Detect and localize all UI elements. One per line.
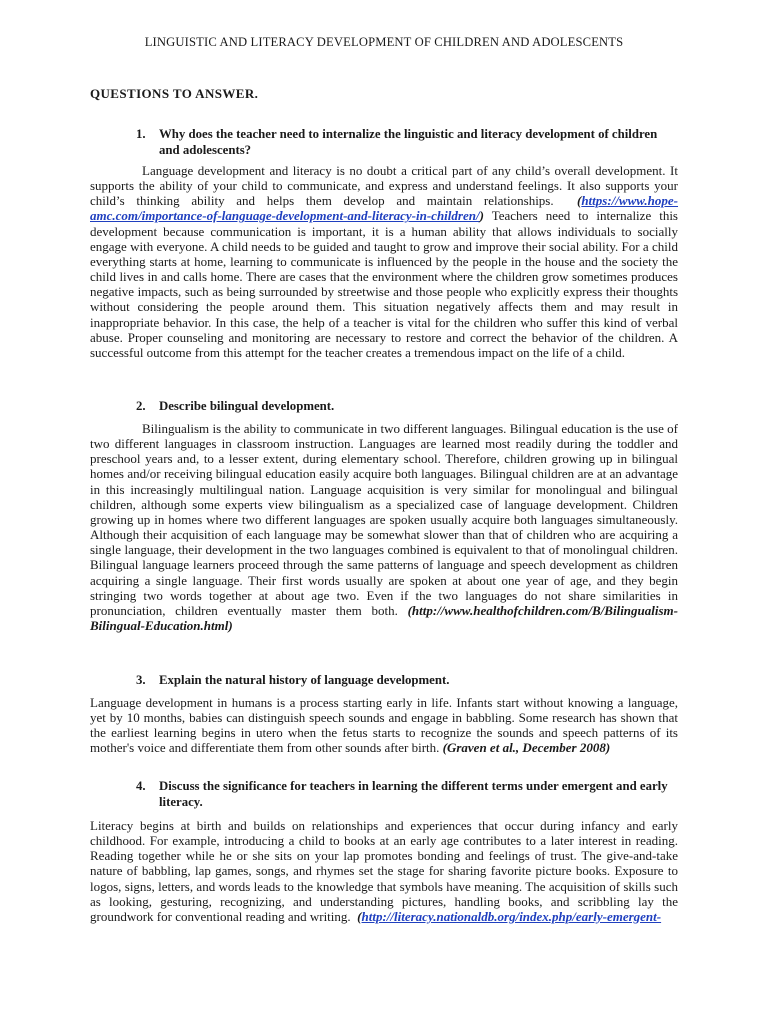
answer-3 xyxy=(90,695,678,756)
answer-4 xyxy=(90,818,678,924)
answer-text: Language development and literacy is no doubt a critical part of any child’s overall development. It supports the ability of your child to communicate, and express and understand feelings. It also supports your child’s thinking ability and helps them develop and maintain relationships. xyxy=(90,163,678,209)
answer-text: Bilingualism is the ability to communicate in two different languages. Bilingual education is the use of two different languages in classroom instruction. Languages are learned most readily during the toddler and preschool years and, to a lesser extent, during elementary school. Therefore, children growing up in bilingual homes and/or receiving bilingual education easily acquire both languages. Bilingual children are at an advantage in this increasingly multilingual nation. Language acquisition is very similar for monolingual and bilingual children, although some experts view bilingualism as a specialized case of language development. Children growing up in homes where two different languages are spoken usually acquire both languages simultaneously. Although their acquisition of each language may be somewhat slower than that of children who are acquiring a single language, their development in the two languages combined is equivalent to that of monolingual children. Bilingual language learners proceed through the same patterns of language and speech development as children acquiring a single language. Their first words usually are spoken at about one year of age, and they begin stringing two words together at about age two. Even if the two languages do not share similarities in pronunciation, children eventually master them both. xyxy=(90,421,678,618)
answer-text: Literacy begins at birth and builds on relationships and experiences that occur during infancy and early childhood. For example, introducing a child to books at an early age contributes to a later interest in reading. Reading together while he or she sits on your lap promotes bonding and feelings of trust. The give-and-take nature of babbling, lap games, songs, and rhymes set the stage for sharing favorite picture books. Exposure to logos, signs, letters, and words leads to the knowledge that symbols have meaning. The acquisition of skills such as looking, gesturing, recognizing, and understanding pictures, handling books, and scribbling lay the groundwork for conventional reading and writing. xyxy=(90,818,678,924)
question-number: 4. xyxy=(136,779,146,793)
question-4 xyxy=(136,779,676,810)
link-paren: ) xyxy=(479,208,484,224)
citation: (Graven et al., December 2008) xyxy=(442,740,611,756)
question-text: Explain the natural history of language development. xyxy=(159,673,450,687)
question-1 xyxy=(136,127,676,158)
answer-1 xyxy=(90,163,678,360)
document-title: LINGUISTIC AND LITERACY DEVELOPMENT OF CHILDREN AND ADOLESCENTS xyxy=(144,35,624,49)
question-number: 2. xyxy=(136,399,146,413)
answer-2 xyxy=(90,421,678,633)
question-text: Why does the teacher need to internalize the linguistic and literacy development of children and adolescents? xyxy=(159,127,658,157)
question-number: 1. xyxy=(136,127,146,141)
question-text: Describe bilingual development. xyxy=(159,399,335,413)
answer-text: Language development in humans is a process starting early in life. Infants start without knowing a language, yet by 10 months, babies can distinguish speech sounds and engage in babbling. Some research has shown that the earliest learning begins in utero when the fetus starts to recognize the sounds and speech patterns of its mother's voice and differentiate them from other sounds after birth. xyxy=(90,695,678,756)
question-text: Discuss the significance for teachers in learning the different terms under emergent and early literacy. xyxy=(159,779,668,809)
question-3 xyxy=(136,673,676,689)
citation[interactable]: (http://www.healthofchildren.com/B/Bilingualism-Bilingual-Education.html) xyxy=(90,602,678,634)
reference-link[interactable]: http://literacy.nationaldb.org/index.php/early-emergent- xyxy=(361,908,662,924)
reference-link[interactable]: https://www.hope-amc.com/importance-of-language-development-and-literacy-in-children/ xyxy=(90,193,679,224)
link-paren: ( xyxy=(357,908,362,924)
question-2 xyxy=(136,399,676,415)
link-paren: ( xyxy=(576,193,582,209)
question-number: 3. xyxy=(136,673,146,687)
section-heading: QUESTIONS TO ANSWER. xyxy=(90,86,259,101)
answer-text: Teachers need to internalize this development because communication is important, it is a human ability that allows individuals to socially engage with everyone. A child needs to be guided and taught to grow and improve their social ability. For a child everything starts at home, learning to communicate is influenced by the people in the house and the society the child lives in and calls home. There are cases that the environment where the children grow sometimes produces negative impacts, such as being surrounded by streetwise and those people who explicitly express their thoughts without considering the people around them. This situation negatively affects them and may result in inappropriate behavior. In this case, the help of a teacher is vital for the children who suffer this kind of verbal abuse. Proper counseling and monitoring are necessary to restore and correct the behavior of the children. A successful outcome from this attempt for the teacher creates a tremendous impact on the life of a child. xyxy=(90,208,678,360)
